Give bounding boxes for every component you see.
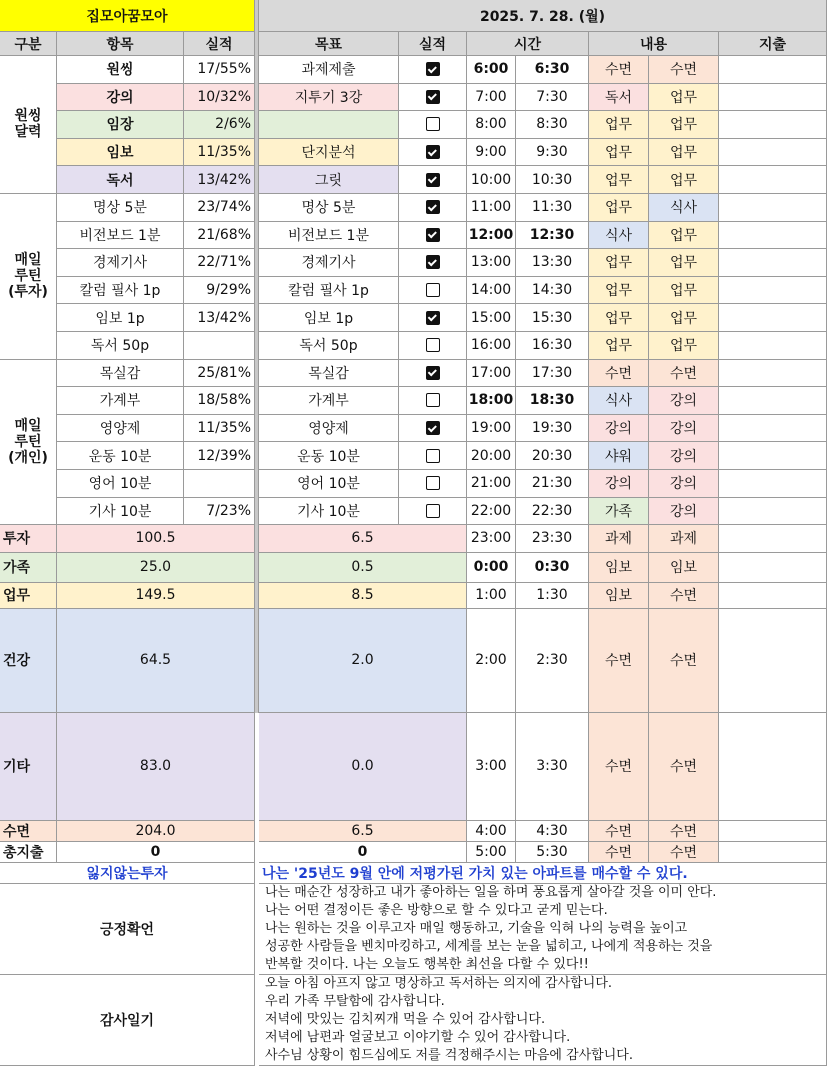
- header-time: 시간: [467, 32, 589, 56]
- habit-item: 기사 10분: [57, 498, 184, 526]
- done-checkbox-cell[interactable]: [399, 498, 467, 526]
- time-end: 6:30: [516, 56, 589, 84]
- summary-today: 0.5: [259, 553, 467, 583]
- gratitude-line: 우리 가족 무탈함에 감사합니다.: [265, 993, 445, 1009]
- expense-cell[interactable]: [719, 56, 827, 84]
- habit-item: 영어 10분: [57, 470, 184, 498]
- summary-total: 64.5: [57, 609, 255, 713]
- activity-second-half: 업무: [649, 139, 719, 167]
- goal-text: 목실감: [259, 360, 399, 388]
- summary-total: 149.5: [57, 583, 255, 609]
- activity-second-half: 강의: [649, 415, 719, 443]
- activity-first-half: 임보: [589, 583, 649, 609]
- summary-label: 총지출: [0, 842, 57, 863]
- activity-first-half: 업무: [589, 166, 649, 194]
- goal-text: 명상 5분: [259, 194, 399, 222]
- summary-today: 6.5: [259, 821, 467, 842]
- activity-first-half: 샤워: [589, 442, 649, 470]
- habit-item: 명상 5분: [57, 194, 184, 222]
- activity-first-half: 강의: [589, 415, 649, 443]
- activity-first-half: 업무: [589, 304, 649, 332]
- time-start: 3:00: [467, 713, 516, 821]
- habit-item: 임보: [57, 139, 184, 167]
- time-start: 20:00: [467, 442, 516, 470]
- time-start: 11:00: [467, 194, 516, 222]
- activity-second-half: 수면: [649, 842, 719, 863]
- header-actual: 실적: [184, 32, 255, 56]
- activity-second-half: 강의: [649, 498, 719, 526]
- habit-item: 비전보드 1분: [57, 222, 184, 250]
- habit-item: 영양제: [57, 415, 184, 443]
- activity-first-half: 업무: [589, 139, 649, 167]
- activity-first-half: 과제: [589, 525, 649, 553]
- habit-item: 칼럼 필사 1p: [57, 277, 184, 305]
- done-checkbox-cell[interactable]: [399, 277, 467, 305]
- activity-second-half: 수면: [649, 821, 719, 842]
- activity-first-half: 업무: [589, 249, 649, 277]
- activity-first-half: 수면: [589, 821, 649, 842]
- affirmation-line: 반복할 것이다. 나는 오늘도 행복한 최선을 다할 수 있다!!: [265, 956, 589, 972]
- goal-text: 운동 10분: [259, 442, 399, 470]
- goal-text: 경제기사: [259, 249, 399, 277]
- category-routine-invest: 매일 루틴 (투자): [0, 194, 57, 360]
- time-start: 18:00: [467, 387, 516, 415]
- time-start: 5:00: [467, 842, 516, 863]
- header-category: 구분: [0, 32, 57, 56]
- header-done: 실적: [399, 32, 467, 56]
- activity-first-half: 강의: [589, 470, 649, 498]
- gratitude-text: [259, 975, 827, 1066]
- gratitude-line: 오늘 아침 아프지 않고 명상하고 독서하는 의지에 감사합니다.: [265, 975, 613, 991]
- activity-second-half: 강의: [649, 470, 719, 498]
- time-end: 2:30: [516, 609, 589, 713]
- time-end: 17:30: [516, 360, 589, 388]
- habit-actual: 18/58%: [184, 387, 255, 415]
- motto-label: 잃지않는투자: [0, 863, 255, 884]
- header-goal: 목표: [259, 32, 399, 56]
- done-checkbox-cell[interactable]: [399, 442, 467, 470]
- time-start: 19:00: [467, 415, 516, 443]
- habit-actual: 21/68%: [184, 222, 255, 250]
- time-end: 7:30: [516, 84, 589, 112]
- checked-checkbox-icon[interactable]: [426, 228, 440, 242]
- activity-second-half: 업무: [649, 277, 719, 305]
- expense-cell[interactable]: [719, 304, 827, 332]
- summary-today: 2.0: [259, 609, 467, 713]
- time-start: 16:00: [467, 332, 516, 360]
- affirmation-text: [259, 884, 827, 975]
- expense-cell[interactable]: [719, 470, 827, 498]
- time-end: 10:30: [516, 166, 589, 194]
- affirmation-line: 나는 원하는 것을 이루고자 매일 행동하고, 기술을 익혀 나의 능력을 높이고: [265, 920, 688, 936]
- expense-cell[interactable]: [719, 821, 827, 842]
- activity-first-half: 가족: [589, 498, 649, 526]
- activity-second-half: 업무: [649, 84, 719, 112]
- time-end: 18:30: [516, 387, 589, 415]
- empty-checkbox-icon[interactable]: [426, 449, 440, 463]
- summary-today: 0.0: [259, 713, 467, 821]
- time-end: 0:30: [516, 553, 589, 583]
- goal-text: 영어 10분: [259, 470, 399, 498]
- header-item: 항목: [57, 32, 184, 56]
- empty-checkbox-icon[interactable]: [426, 476, 440, 490]
- expense-cell[interactable]: [719, 842, 827, 863]
- habit-actual: 17/55%: [184, 56, 255, 84]
- expense-cell[interactable]: [719, 166, 827, 194]
- checked-checkbox-icon[interactable]: [426, 62, 440, 76]
- expense-cell[interactable]: [719, 277, 827, 305]
- time-end: 21:30: [516, 470, 589, 498]
- done-checkbox-cell[interactable]: [399, 166, 467, 194]
- motto-text: 나는 '25년도 9월 안에 저평가된 가치 있는 아파트를 매수할 수 있다.: [259, 863, 827, 884]
- activity-second-half: 업무: [649, 166, 719, 194]
- summary-today: 8.5: [259, 583, 467, 609]
- category-winning: 원씽 달력: [0, 56, 57, 194]
- expense-cell[interactable]: [719, 525, 827, 553]
- done-checkbox-cell[interactable]: [399, 222, 467, 250]
- time-start: 13:00: [467, 249, 516, 277]
- activity-second-half: 업무: [649, 332, 719, 360]
- habit-actual: [184, 332, 255, 360]
- activity-first-half: 임보: [589, 553, 649, 583]
- time-start: 9:00: [467, 139, 516, 167]
- date-header: 2025. 7. 28. (월): [259, 0, 827, 32]
- activity-second-half: 강의: [649, 387, 719, 415]
- time-start: 7:00: [467, 84, 516, 112]
- summary-total: 0: [57, 842, 255, 863]
- activity-second-half: 업무: [649, 111, 719, 139]
- goal-text: 그릿: [259, 166, 399, 194]
- activity-second-half: 수면: [649, 713, 719, 821]
- checked-checkbox-icon[interactable]: [426, 255, 440, 269]
- time-start: 23:00: [467, 525, 516, 553]
- time-start: 6:00: [467, 56, 516, 84]
- habit-actual: 13/42%: [184, 304, 255, 332]
- done-checkbox-cell[interactable]: [399, 84, 467, 112]
- activity-second-half: 수면: [649, 609, 719, 713]
- expense-cell[interactable]: [719, 583, 827, 609]
- time-start: 17:00: [467, 360, 516, 388]
- habit-item: 경제기사: [57, 249, 184, 277]
- expense-cell[interactable]: [719, 387, 827, 415]
- activity-second-half: 수면: [649, 360, 719, 388]
- time-start: 4:00: [467, 821, 516, 842]
- time-start: 2:00: [467, 609, 516, 713]
- goal-text: 가계부: [259, 387, 399, 415]
- time-start: 14:00: [467, 277, 516, 305]
- summary-label: 기타: [0, 713, 57, 821]
- header-content: 내용: [589, 32, 719, 56]
- time-end: 1:30: [516, 583, 589, 609]
- activity-first-half: 수면: [589, 609, 649, 713]
- empty-checkbox-icon[interactable]: [426, 283, 440, 297]
- expense-cell[interactable]: [719, 249, 827, 277]
- time-start: 12:00: [467, 222, 516, 250]
- goal-text: 독서 50p: [259, 332, 399, 360]
- activity-first-half: 업무: [589, 332, 649, 360]
- time-start: 1:00: [467, 583, 516, 609]
- summary-label: 가족: [0, 553, 57, 583]
- goal-text: 과제제출: [259, 56, 399, 84]
- checked-checkbox-icon[interactable]: [426, 311, 440, 325]
- expense-cell[interactable]: [719, 111, 827, 139]
- time-end: 22:30: [516, 498, 589, 526]
- time-start: 15:00: [467, 304, 516, 332]
- goal-text: 기사 10분: [259, 498, 399, 526]
- expense-cell[interactable]: [719, 139, 827, 167]
- habit-actual: 10/32%: [184, 84, 255, 112]
- activity-second-half: 수면: [649, 56, 719, 84]
- empty-checkbox-icon[interactable]: [426, 117, 440, 131]
- activity-first-half: 독서: [589, 84, 649, 112]
- time-end: 3:30: [516, 713, 589, 821]
- habit-actual: 11/35%: [184, 139, 255, 167]
- expense-cell[interactable]: [719, 332, 827, 360]
- gratitude-label: 감사일기: [0, 975, 255, 1066]
- goal-text: 영양제: [259, 415, 399, 443]
- goal-text: 단지분석: [259, 139, 399, 167]
- summary-total: 25.0: [57, 553, 255, 583]
- habit-item: 임보 1p: [57, 304, 184, 332]
- habit-item: 강의: [57, 84, 184, 112]
- time-end: 5:30: [516, 842, 589, 863]
- habit-actual: 9/29%: [184, 277, 255, 305]
- habit-item: 독서 50p: [57, 332, 184, 360]
- time-end: 13:30: [516, 249, 589, 277]
- summary-label: 건강: [0, 609, 57, 713]
- done-checkbox-cell[interactable]: [399, 249, 467, 277]
- checked-checkbox-icon[interactable]: [426, 145, 440, 159]
- checked-checkbox-icon[interactable]: [426, 421, 440, 435]
- time-end: 11:30: [516, 194, 589, 222]
- activity-first-half: 수면: [589, 360, 649, 388]
- done-checkbox-cell[interactable]: [399, 111, 467, 139]
- time-end: 9:30: [516, 139, 589, 167]
- habit-item: 운동 10분: [57, 442, 184, 470]
- checked-checkbox-icon[interactable]: [426, 173, 440, 187]
- activity-second-half: 과제: [649, 525, 719, 553]
- activity-first-half: 업무: [589, 277, 649, 305]
- summary-today: 0: [259, 842, 467, 863]
- done-checkbox-cell[interactable]: [399, 139, 467, 167]
- activity-second-half: 업무: [649, 304, 719, 332]
- habit-item: 목실감: [57, 360, 184, 388]
- activity-first-half: 수면: [589, 842, 649, 863]
- goal-text: 칼럼 필사 1p: [259, 277, 399, 305]
- goal-text: [259, 111, 399, 139]
- time-start: 22:00: [467, 498, 516, 526]
- habit-actual: [184, 470, 255, 498]
- header-expense: 지출: [719, 32, 827, 56]
- activity-first-half: 수면: [589, 56, 649, 84]
- summary-label: 수면: [0, 821, 57, 842]
- time-end: 16:30: [516, 332, 589, 360]
- summary-total: 100.5: [57, 525, 255, 553]
- category-routine-personal: 매일 루틴 (개인): [0, 360, 57, 526]
- activity-second-half: 업무: [649, 222, 719, 250]
- summary-label: 투자: [0, 525, 57, 553]
- expense-cell[interactable]: [719, 713, 827, 821]
- goal-text: 비전보드 1분: [259, 222, 399, 250]
- gratitude-line: 저녁에 남편과 얼굴보고 이야기할 수 있어 감사합니다.: [265, 1029, 571, 1045]
- empty-checkbox-icon[interactable]: [426, 338, 440, 352]
- habit-actual: 11/35%: [184, 415, 255, 443]
- habit-item: 가계부: [57, 387, 184, 415]
- goal-text: 지투기 3강: [259, 84, 399, 112]
- sheet-title: 집모아꿈모아: [0, 0, 255, 32]
- habit-actual: 22/71%: [184, 249, 255, 277]
- gratitude-line: 사수님 상황이 힘드심에도 저를 걱정해주시는 마음에 감사합니다.: [265, 1047, 633, 1063]
- time-end: 15:30: [516, 304, 589, 332]
- checked-checkbox-icon[interactable]: [426, 200, 440, 214]
- habit-item: 원씽: [57, 56, 184, 84]
- done-checkbox-cell[interactable]: [399, 360, 467, 388]
- activity-second-half: 업무: [649, 249, 719, 277]
- activity-second-half: 임보: [649, 553, 719, 583]
- habit-actual: 7/23%: [184, 498, 255, 526]
- habit-actual: 13/42%: [184, 166, 255, 194]
- activity-second-half: 강의: [649, 442, 719, 470]
- done-checkbox-cell[interactable]: [399, 387, 467, 415]
- time-start: 21:00: [467, 470, 516, 498]
- expense-cell[interactable]: [719, 84, 827, 112]
- summary-total: 204.0: [57, 821, 255, 842]
- activity-first-half: 식사: [589, 222, 649, 250]
- expense-cell[interactable]: [719, 553, 827, 583]
- time-end: 8:30: [516, 111, 589, 139]
- done-checkbox-cell[interactable]: [399, 470, 467, 498]
- done-checkbox-cell[interactable]: [399, 332, 467, 360]
- checked-checkbox-icon[interactable]: [426, 90, 440, 104]
- summary-total: 83.0: [57, 713, 255, 821]
- time-end: 23:30: [516, 525, 589, 553]
- checked-checkbox-icon[interactable]: [426, 366, 440, 380]
- habit-actual: 2/6%: [184, 111, 255, 139]
- expense-cell[interactable]: [719, 498, 827, 526]
- time-end: 20:30: [516, 442, 589, 470]
- goal-text: 임보 1p: [259, 304, 399, 332]
- done-checkbox-cell[interactable]: [399, 56, 467, 84]
- expense-cell[interactable]: [719, 415, 827, 443]
- affirmation-line: 나는 매순간 성장하고 내가 좋아하는 일을 하며 풍요롭게 살아갈 것을 이미 안다.: [265, 884, 717, 900]
- expense-cell[interactable]: [719, 194, 827, 222]
- time-end: 19:30: [516, 415, 589, 443]
- affirmation-line: 나는 어떤 결정이든 좋은 방향으로 할 수 있다고 굳게 믿는다.: [265, 902, 608, 918]
- done-checkbox-cell[interactable]: [399, 415, 467, 443]
- activity-second-half: 수면: [649, 583, 719, 609]
- time-end: 4:30: [516, 821, 589, 842]
- time-end: 14:30: [516, 277, 589, 305]
- empty-checkbox-icon[interactable]: [426, 393, 440, 407]
- habit-item: 독서: [57, 166, 184, 194]
- done-checkbox-cell[interactable]: [399, 304, 467, 332]
- affirmation-line: 성공한 사람들을 벤치마킹하고, 세계를 보는 눈을 넓히고, 나에게 적용하는 것을: [265, 938, 713, 954]
- time-end: 12:30: [516, 222, 589, 250]
- summary-label: 업무: [0, 583, 57, 609]
- activity-first-half: 식사: [589, 387, 649, 415]
- expense-cell[interactable]: [719, 360, 827, 388]
- expense-cell[interactable]: [719, 442, 827, 470]
- habit-actual: 12/39%: [184, 442, 255, 470]
- affirmation-label: 긍정확언: [0, 884, 255, 975]
- expense-cell[interactable]: [719, 222, 827, 250]
- habit-actual: 25/81%: [184, 360, 255, 388]
- expense-cell[interactable]: [719, 609, 827, 713]
- activity-first-half: 수면: [589, 713, 649, 821]
- activity-first-half: 업무: [589, 111, 649, 139]
- gratitude-line: 저녁에 맛있는 김치찌개 먹을 수 있어 감사합니다.: [265, 1011, 546, 1027]
- habit-item: 임장: [57, 111, 184, 139]
- time-start: 8:00: [467, 111, 516, 139]
- activity-first-half: 업무: [589, 194, 649, 222]
- habit-actual: 23/74%: [184, 194, 255, 222]
- summary-today: 6.5: [259, 525, 467, 553]
- done-checkbox-cell[interactable]: [399, 194, 467, 222]
- activity-second-half: 식사: [649, 194, 719, 222]
- empty-checkbox-icon[interactable]: [426, 504, 440, 518]
- time-start: 0:00: [467, 553, 516, 583]
- time-start: 10:00: [467, 166, 516, 194]
